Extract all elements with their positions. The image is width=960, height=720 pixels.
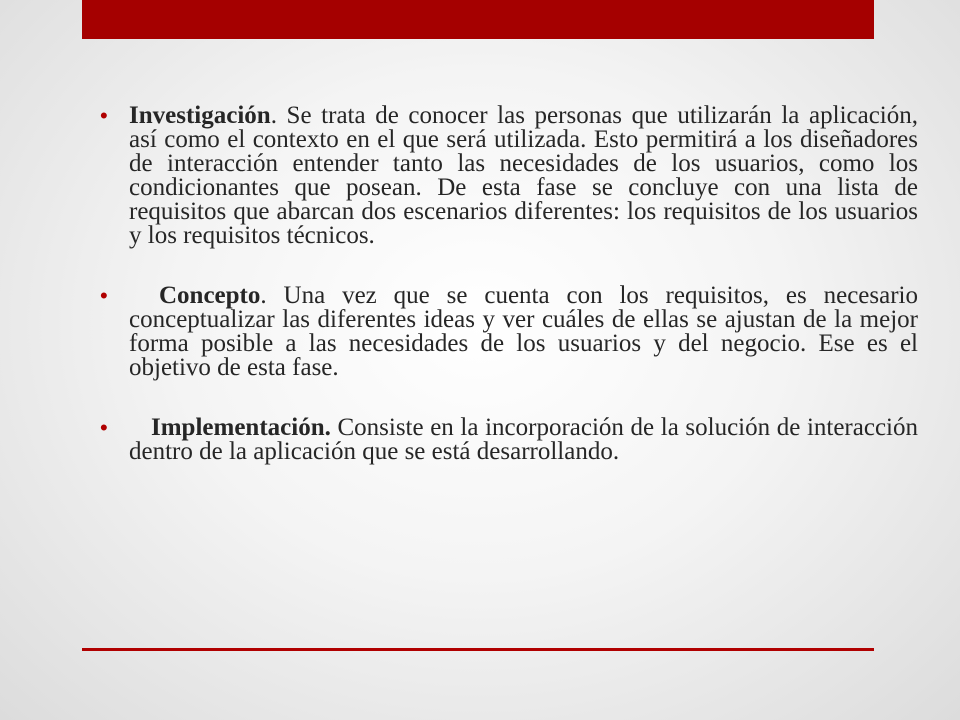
indent-spacer [129, 414, 151, 441]
term-investigacion: Investigación [129, 102, 271, 129]
description-investigacion: . Se trata de conocer las personas que utilizarán la aplicación, así como el contexto en el que será utilizada. Esto permitirá a los diseñadores de interacción entender tanto las necesidades de los usuarios, como los condicionantes que posean. De esta fase se concluye con una lista de requisitos que abarcan dos escenarios diferentes: los requisitos de los usuarios y los requisitos técnicos. [129, 102, 918, 249]
bullet-icon: • [100, 283, 108, 308]
indent-spacer [129, 282, 159, 309]
term-implementacion: Implementación. [151, 414, 331, 441]
bullet-icon: • [100, 415, 108, 440]
bullet-investigacion [96, 104, 918, 248]
bullet-icon: • [100, 103, 108, 128]
term-concepto: Concepto [159, 282, 261, 309]
description-implementacion: Consiste en la incorporación de la solución de interacción dentro de la aplicación que se está desarrollando. [129, 414, 918, 465]
bullet-concepto [96, 284, 918, 380]
top-accent-bar [82, 0, 874, 39]
slide-content [96, 104, 918, 464]
bullet-implementacion [96, 416, 918, 464]
description-concepto: . Una vez que se cuenta con los requisitos, es necesario conceptualizar las diferentes ideas y ver cuáles de ellas se ajustan de la mejor forma posible a las necesidades de los usuarios y del negocio. Ese es el objetivo de esta fase. [129, 282, 918, 381]
bottom-accent-rule [82, 648, 874, 651]
